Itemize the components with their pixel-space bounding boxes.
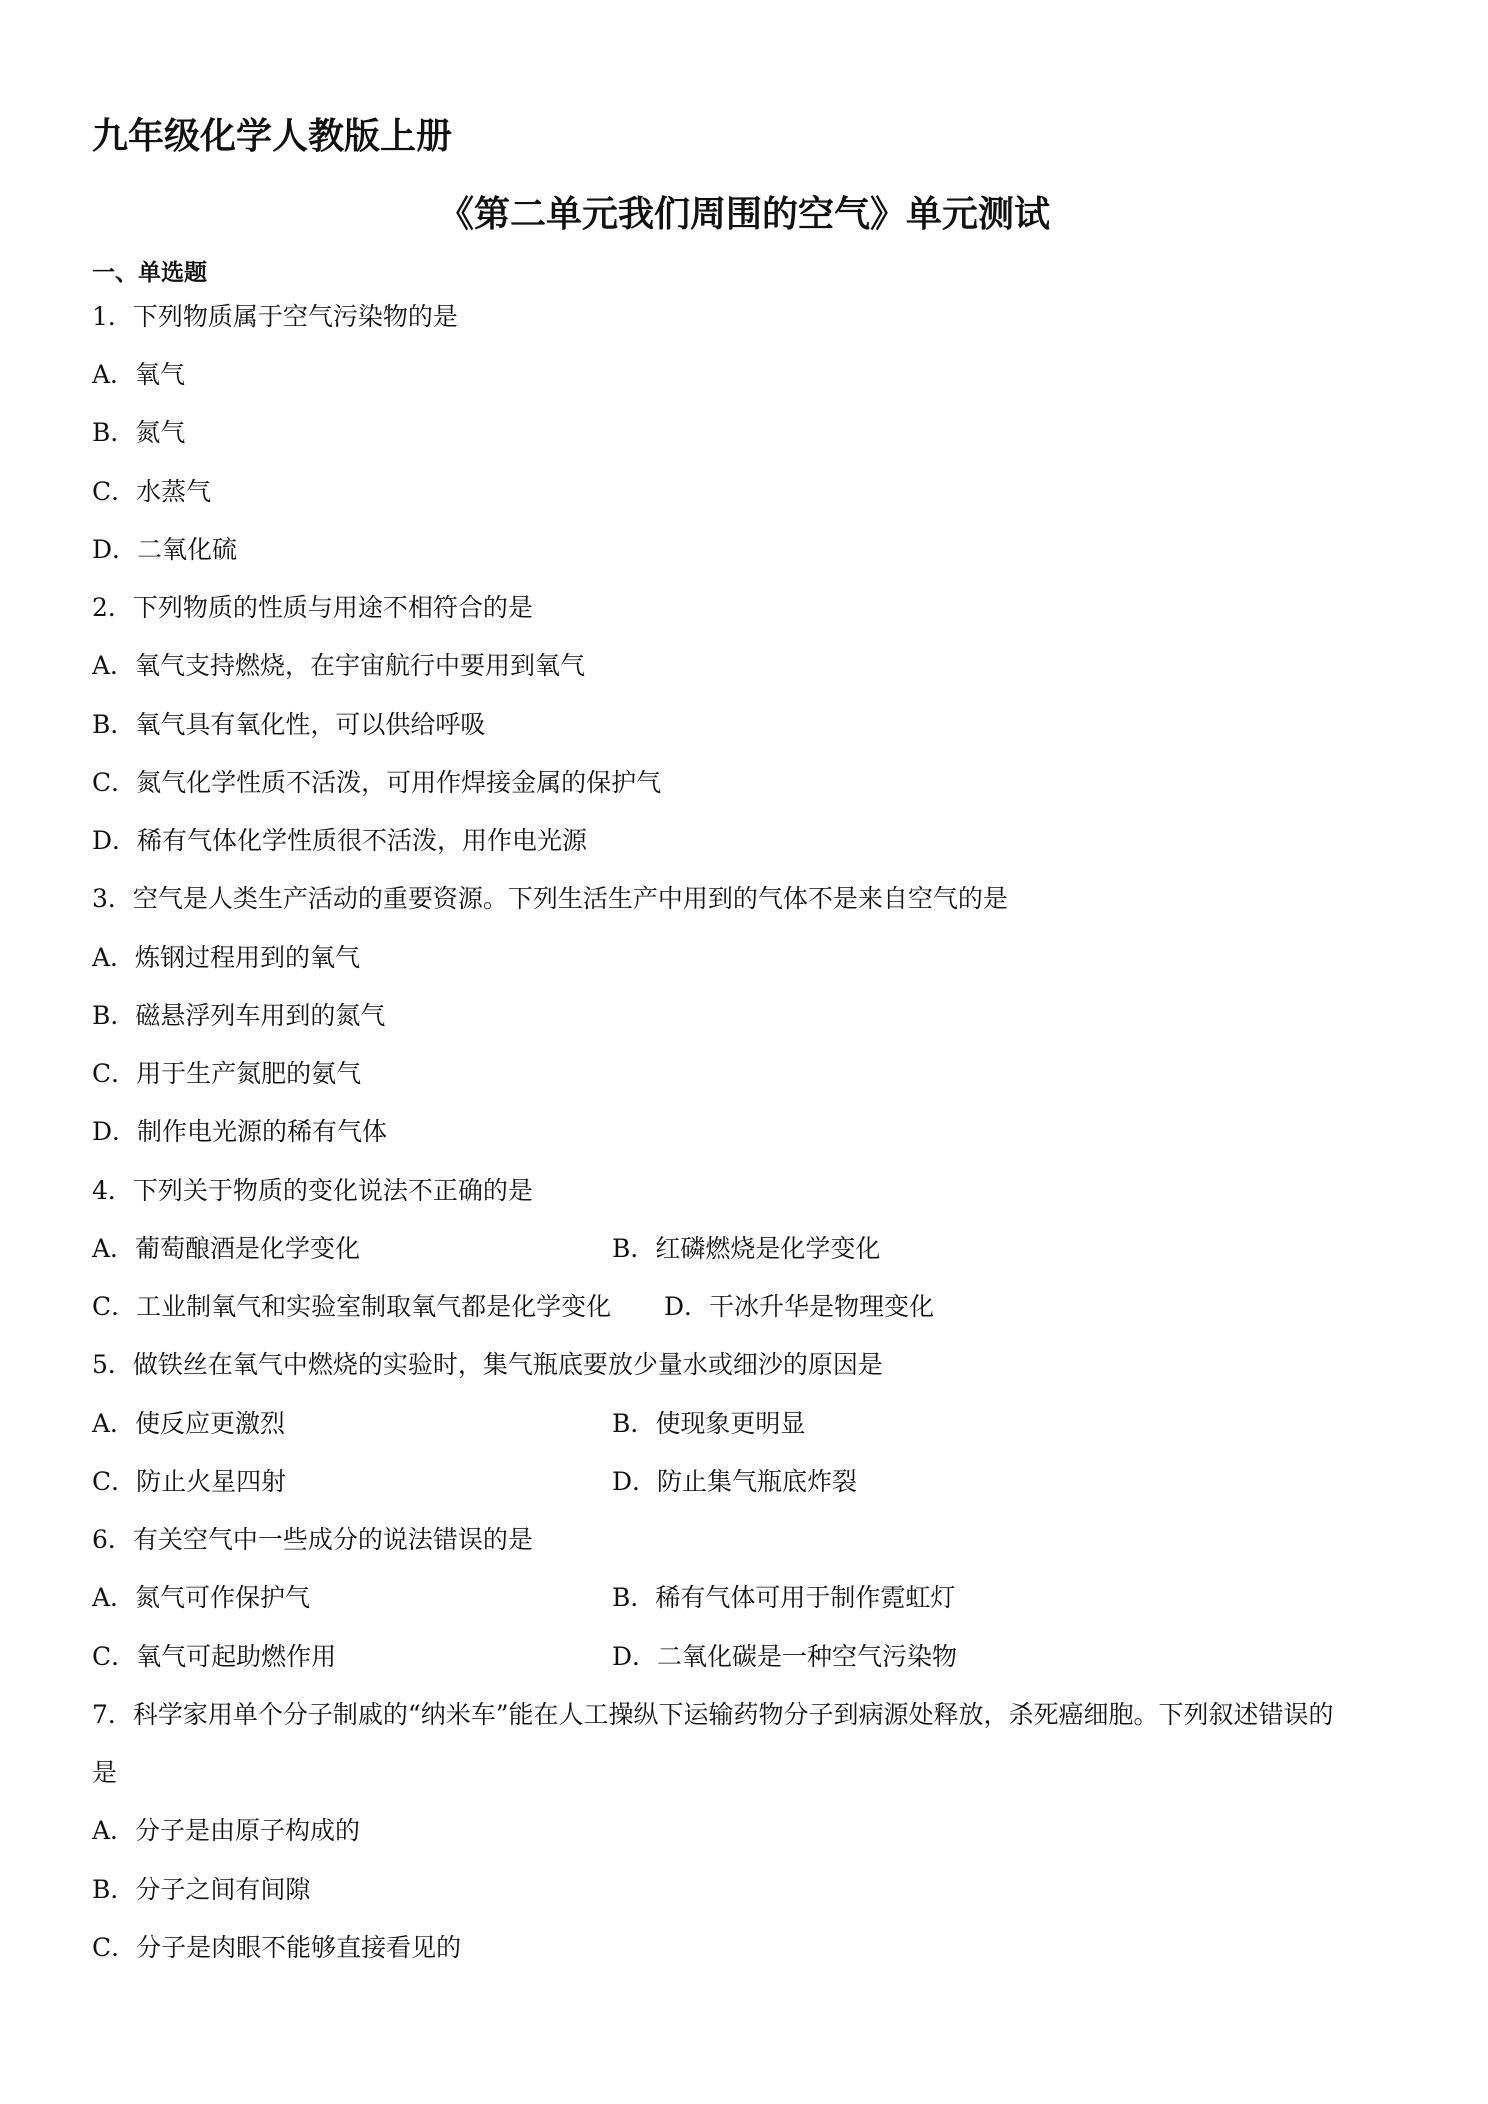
question-7-option-c: C．分子是肉眼不能够直接看见的 <box>92 1933 462 1962</box>
question-3-stem: 3．空气是人类生产活动的重要资源。下列生活生产中用到的气体不是来自空气的是 <box>92 884 1008 913</box>
question-6-option-c: C．氧气可起助燃作用 <box>92 1642 337 1671</box>
question-3-option-d: D．制作电光源的稀有气体 <box>92 1117 388 1146</box>
question-1-option-a: A．氧气 <box>92 360 186 389</box>
question-4-option-a: A．葡萄酿酒是化学变化 <box>92 1234 361 1263</box>
question-1-option-d: D．二氧化硫 <box>92 535 238 564</box>
question-6-option-a: A．氮气可作保护气 <box>92 1583 311 1612</box>
question-5-option-c: C．防止火星四射 <box>92 1467 287 1496</box>
question-4-option-c: C．工业制氧气和实验室制取氧气都是化学变化 <box>92 1292 612 1321</box>
question-3-option-a: A．炼钢过程用到的氧气 <box>92 943 361 972</box>
question-4-option-d: D．干冰升华是物理变化 <box>664 1292 935 1321</box>
question-2-option-c: C．氮气化学性质不活泼，可用作焊接金属的保护气 <box>92 768 662 797</box>
question-1-option-b: B．氮气 <box>92 418 186 447</box>
question-3-option-b: B．磁悬浮列车用到的氮气 <box>92 1001 386 1030</box>
question-7-stem: 7．科学家用单个分子制戚的“纳米车”能在人工操纵下运输药物分子到病源处释放，杀死癌细胞。下列叙述错误的 <box>92 1700 1334 1729</box>
question-7-stem-continued: 是 <box>92 1758 118 1787</box>
question-1-stem: 1．下列物质属于空气污染物的是 <box>92 302 458 331</box>
question-4-stem: 4．下列关于物质的变化说法不正确的是 <box>92 1176 533 1205</box>
question-6-stem: 6．有关空气中一些成分的说法错误的是 <box>92 1525 533 1554</box>
question-1-option-c: C．水蒸气 <box>92 477 212 506</box>
document-subtitle: 《第二单元我们周围的空气》单元测试 <box>437 194 1050 235</box>
question-2-option-a: A．氧气支持燃烧，在宇宙航行中要用到氧气 <box>92 651 586 680</box>
document-title: 九年级化学人教版上册 <box>92 116 453 157</box>
question-2-option-b: B．氧气具有氧化性，可以供给呼吸 <box>92 710 486 739</box>
question-7-option-b: B．分子之间有间隙 <box>92 1875 311 1904</box>
question-5-stem: 5．做铁丝在氧气中燃烧的实验时，集气瓶底要放少量水或细沙的原因是 <box>92 1350 883 1379</box>
question-6-option-b: B．稀有气体可用于制作霓虹灯 <box>612 1583 956 1612</box>
question-2-stem: 2．下列物质的性质与用途不相符合的是 <box>92 593 533 622</box>
question-2-option-d: D．稀有气体化学性质很不活泼，用作电光源 <box>92 826 588 855</box>
question-5-option-d: D．防止集气瓶底炸裂 <box>612 1467 858 1496</box>
section-heading: 一、单选题 <box>92 260 207 286</box>
question-5-option-b: B．使现象更明显 <box>612 1409 806 1438</box>
question-3-option-c: C．用于生产氮肥的氨气 <box>92 1059 362 1088</box>
question-7-option-a: A．分子是由原子构成的 <box>92 1816 361 1845</box>
question-4-option-b: B．红磷燃烧是化学变化 <box>612 1234 881 1263</box>
question-5-option-a: A．使反应更激烈 <box>92 1409 286 1438</box>
question-6-option-d: D．二氧化碳是一种空气污染物 <box>612 1642 958 1671</box>
